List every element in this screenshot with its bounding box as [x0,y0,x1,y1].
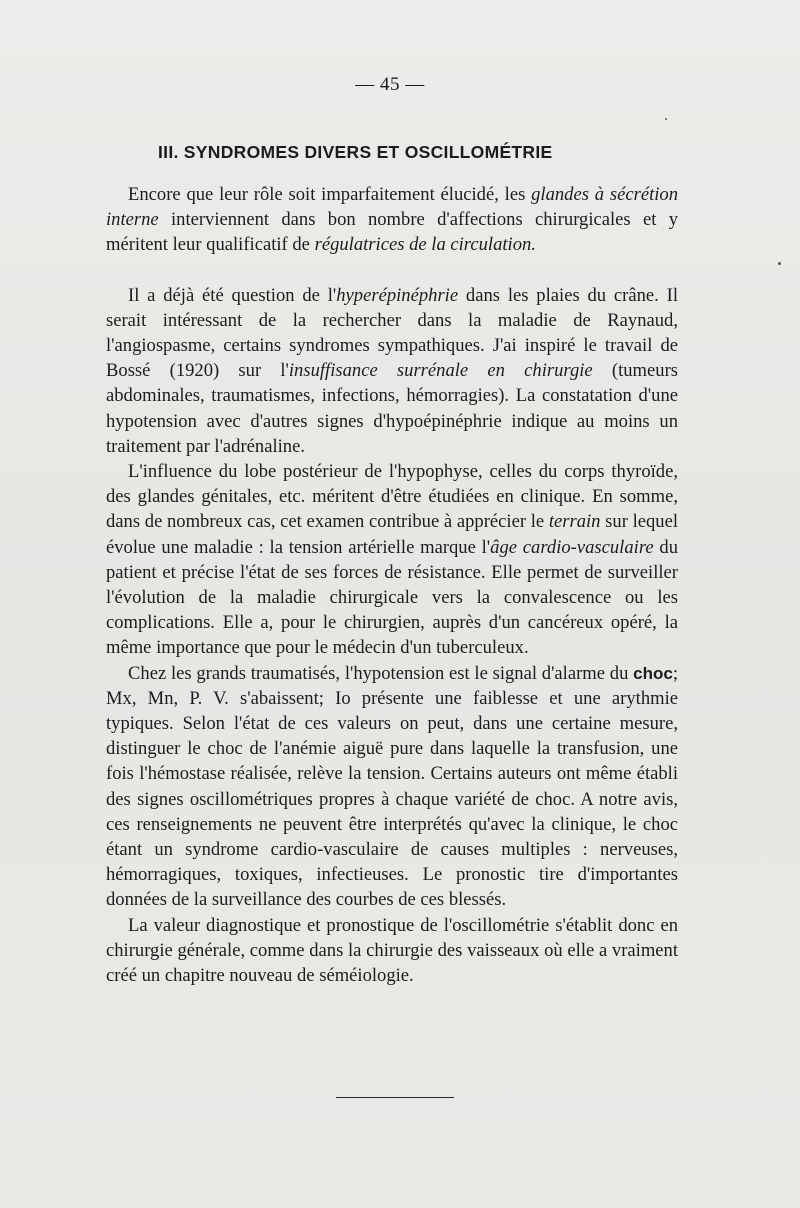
italic-phrase: terrain [548,511,601,533]
section-heading: III. SYNDROMES DIVERS ET OSCILLOMÉTRIE [158,142,553,162]
text-run: sur lequel évolue une maladie : la tension artérielle marque l' [106,511,678,558]
italic-phrase: hyperépinéphrie [336,284,459,306]
text-run: Encore que leur rôle soit imparfaitement élucidé, les [128,184,532,205]
text-run: interviennent dans bon nombre d'affections chirurgicales et y méritent leur qualificatif de [106,209,678,256]
italic-phrase: âge cardio-vasculaire [490,536,654,558]
page-number: — 45 — [355,74,425,95]
italic-phrase: régulatrices de la circulation. [314,234,536,256]
text-run: Il a déjà été question de l' [128,284,337,306]
text-run: La valeur diagnostique et pronostique de l'oscillométrie s'établit donc en chirurgie générale, comme dans la chirurgie des vaisseaux où elle a vraiment créé un chapitre nouveau de séméiologie. [106,914,678,987]
paragraph-1 [106,182,678,258]
text-run: du patient et précise l'état de ses forces de résistance. Elle permet de surveiller l'évolution de la maladie chirurgicale vers la convalescence ou les complications. Elle a, pour le chirurgien, auprès d'un cancéreux opéré, la même importance que pour le médecin d'un tuberculeux. [106,536,679,659]
paper-speck [665,118,667,120]
paragraph-3 [106,459,678,661]
text-run: (tumeurs abdominales, traumatismes, infections, hémorragies). La constatation d'une hypotension avec d'autres signes d'hypoépinéphrie indique au moins un traitement par l'adrénaline. [106,360,678,457]
paragraph-5 [106,913,678,989]
text-run: L'influence du lobe postérieur de l'hypophyse, celles du corps thyroïde, des glandes génitales, etc. méritent d'être étudiées en clinique. En somme, dans de nombreux cas, cet examen contribue à apprécier le [106,461,678,533]
italic-phrase: insuffisance surrénale en chirurgie [288,360,593,382]
text-run: ; Mx, Mn, P. V. s'abaissent; Io présente une faiblesse et une arythmie typiques. Selon l'état de ces valeurs on peut, dans une certaine mesure, distinguer le choc de l'anémie aiguë pure dans laquelle la transfusion, une fois l'hémostase réalisée, relève la tension. Certains auteurs ont même établi des signes oscillométriques propres à chaque variété de choc. A notre avis, ces renseignements ne peuvent être interprétés qu'avec la clinique, le choc étant un syndrome cardio-vasculaire de causes multiples : nerveuses, hémorragiques, toxiques, infectieuses. Le pronostic tire d'importantes données de la surveillance des courbes de ces blessés. [106,662,678,911]
paragraph-4 [106,661,678,913]
italic-phrase: glandes à sécrétion interne [106,184,678,231]
closing-rule [336,1097,454,1098]
text-run: Chez les grands traumatisés, l'hypotension est le signal d'alarme du [128,662,634,684]
paragraph-2 [106,283,678,459]
bold-term: choc [633,663,673,683]
paper-speck [778,262,781,265]
body-text [106,182,678,988]
text-run: dans les plaies du crâne. Il serait intéressant de la rechercher dans la maladie de Raynaud, l'angiospasme, certains syndromes sympathiques. J'ai inspiré le travail de Bossé (1920) sur l' [106,284,678,382]
